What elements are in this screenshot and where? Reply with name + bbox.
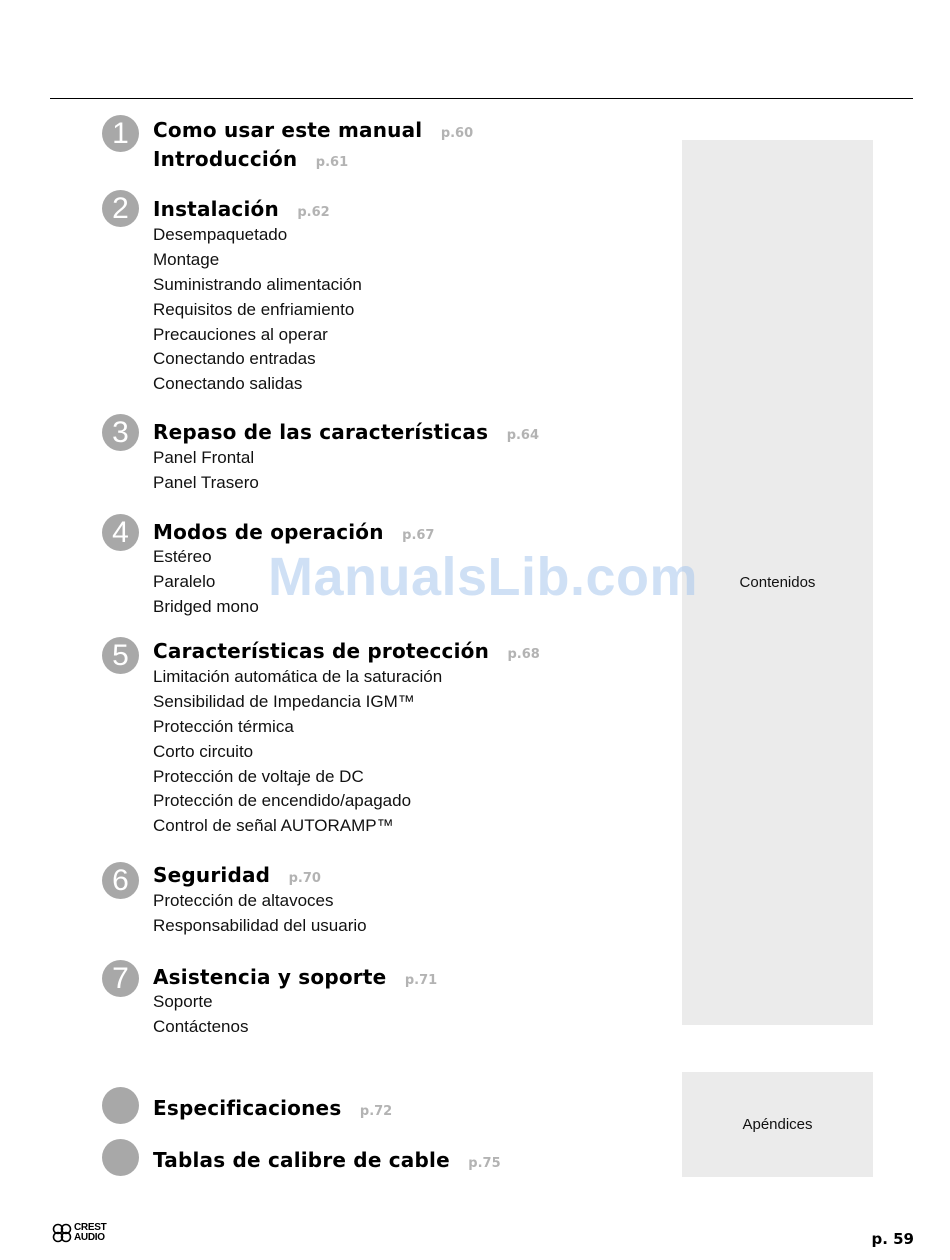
page-reference[interactable]: p.71 <box>404 973 438 988</box>
subsection-item[interactable]: Limitación automática de la saturación <box>153 667 443 686</box>
logo-mark-icon <box>52 1223 72 1243</box>
logo-text-line2: AUDIO <box>74 1232 105 1243</box>
contents-label: Contenidos <box>739 574 816 591</box>
page-number: p. 59 <box>871 1230 914 1248</box>
subsection-item[interactable]: Conectando entradas <box>153 349 316 369</box>
subsection-list <box>153 545 259 620</box>
page-reference[interactable]: p.75 <box>468 1156 501 1171</box>
page-reference[interactable]: p.70 <box>288 871 321 886</box>
subsection-item[interactable]: Protección de encendido/apagado <box>153 791 412 811</box>
toc-entry[interactable] <box>153 118 473 142</box>
appendix-title[interactable]: Tablas de calibre de cable <box>153 1148 450 1172</box>
crest-audio-logo <box>52 1222 132 1244</box>
subsection-list <box>153 446 259 496</box>
subsection-item[interactable]: Soporte <box>153 992 213 1011</box>
subsection-item[interactable]: Protección térmica <box>153 716 294 736</box>
section-title[interactable]: Modos de operación <box>153 520 384 544</box>
toc-entry[interactable] <box>153 1148 501 1172</box>
page-reference[interactable]: p.64 <box>506 428 540 443</box>
toc-entry[interactable] <box>153 965 437 989</box>
section-number-badge: 1 <box>102 115 139 152</box>
subsection-item[interactable]: Corto circuito <box>153 741 254 761</box>
subsection-item[interactable]: Protección de voltaje de DC <box>153 766 364 786</box>
subsection-item[interactable]: Responsabilidad del usuario <box>153 915 367 935</box>
section-title[interactable]: Características de protección <box>153 639 490 663</box>
section-title[interactable]: Instalación <box>153 197 279 221</box>
toc-entry[interactable] <box>153 147 348 171</box>
page-reference[interactable]: p.62 <box>297 205 330 220</box>
section-number-badge: 5 <box>102 637 139 674</box>
subsection-item[interactable]: Sensibilidad de Impedancia IGM™ <box>153 691 415 711</box>
subsection-item[interactable]: Requisitos de enfriamiento <box>153 299 355 319</box>
subsection-item[interactable]: Panel Frontal <box>153 448 255 467</box>
section-title[interactable]: Introducción <box>153 147 298 171</box>
section-title[interactable]: Repaso de las características <box>153 420 489 444</box>
subsection-item[interactable]: Montage <box>153 249 220 269</box>
toc-entry[interactable] <box>153 639 540 663</box>
watermark: ManualsLib.com <box>268 547 699 607</box>
subsection-item[interactable]: Suministrando alimentación <box>153 274 362 294</box>
subsection-list <box>153 990 248 1040</box>
toc-entry[interactable] <box>153 420 539 444</box>
section-title[interactable]: Como usar este manual <box>153 118 423 142</box>
appendix-badge <box>102 1087 139 1124</box>
section-number-badge: 6 <box>102 862 139 899</box>
page-reference[interactable]: p.60 <box>440 126 474 141</box>
page-reference[interactable]: p.61 <box>315 155 349 170</box>
page-reference[interactable]: p.72 <box>359 1104 393 1119</box>
section-number-badge: 3 <box>102 414 139 451</box>
toc-entry[interactable] <box>153 1096 392 1120</box>
subsection-list <box>153 223 362 397</box>
subsection-item[interactable]: Conectando salidas <box>153 374 303 394</box>
appendix-badge <box>102 1139 139 1176</box>
section-title[interactable]: Seguridad <box>153 863 271 887</box>
section-number-badge: 4 <box>102 514 139 551</box>
toc-entry[interactable] <box>153 520 434 544</box>
subsection-item[interactable]: Estéreo <box>153 547 212 566</box>
subsection-item[interactable]: Protección de altavoces <box>153 891 334 910</box>
subsection-item[interactable]: Control de señal AUTORAMP™ <box>153 816 394 836</box>
page-reference[interactable]: p.67 <box>402 528 435 543</box>
section-number-badge: 7 <box>102 960 139 997</box>
section-title[interactable]: Asistencia y soporte <box>153 965 387 989</box>
subsection-list <box>153 889 367 939</box>
top-rule <box>50 98 913 99</box>
logo-text-line1: CREST <box>74 1222 107 1233</box>
page-reference[interactable]: p.68 <box>507 647 540 662</box>
subsection-item[interactable]: Desempaquetado <box>153 225 288 244</box>
subsection-item[interactable]: Panel Trasero <box>153 472 259 492</box>
subsection-item[interactable]: Contáctenos <box>153 1016 249 1036</box>
appendix-panel <box>682 1072 873 1177</box>
appendix-label: Apéndices <box>742 1116 813 1133</box>
appendix-title[interactable]: Especificaciones <box>153 1096 342 1120</box>
subsection-item[interactable]: Paralelo <box>153 571 216 591</box>
toc-entry[interactable] <box>153 863 321 887</box>
contents-panel <box>682 140 873 1025</box>
toc-entry[interactable] <box>153 197 330 221</box>
section-number-badge: 2 <box>102 190 139 227</box>
subsection-list <box>153 665 442 839</box>
subsection-item[interactable]: Bridged mono <box>153 596 259 616</box>
subsection-item[interactable]: Precauciones al operar <box>153 324 328 344</box>
